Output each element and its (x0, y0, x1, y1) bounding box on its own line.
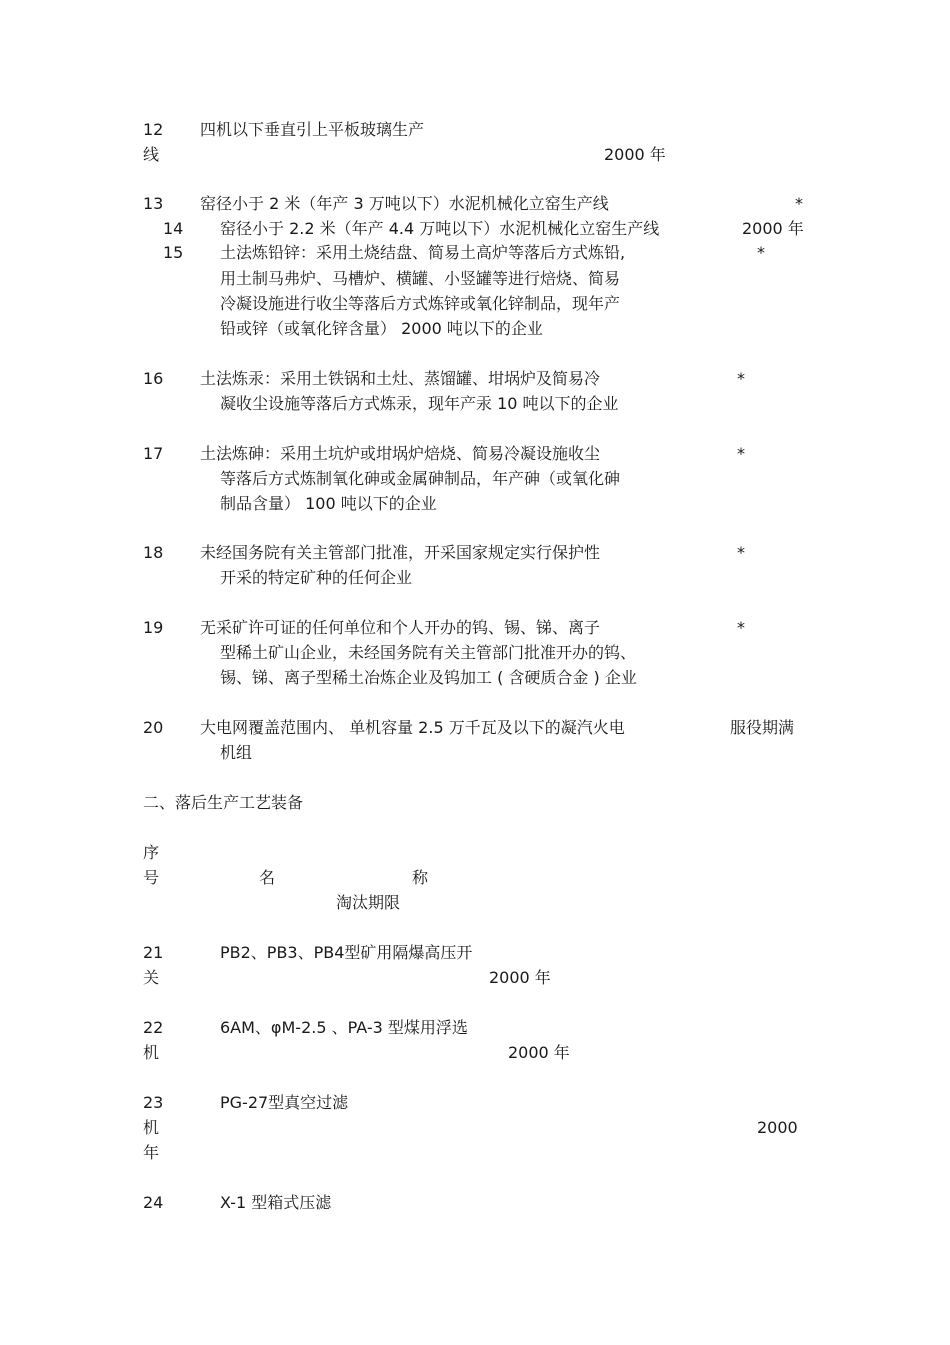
item-text: 土法炼铅锌：采用土烧结盘、简易土高炉等落后方式炼铅, (220, 243, 626, 262)
item-number: 24 (143, 1193, 164, 1212)
item-text: 无采矿许可证的任何单位和个人开办的钨、锡、锑、离子 (200, 618, 601, 637)
item-text: 机组 (220, 743, 253, 762)
item-text: 冷凝设施进行收尘等落后方式炼锌或氧化锌制品，现年产 (220, 294, 621, 313)
item-number: 22 (143, 1018, 164, 1037)
item-number: 16 (143, 369, 164, 388)
item-number: 13 (143, 194, 164, 213)
item-text: 开采的特定矿种的任何企业 (220, 568, 413, 587)
item-text: 未经国务院有关主管部门批准，开采国家规定实行保护性 (200, 543, 601, 562)
item-number: 12 (143, 120, 164, 139)
item-text: X-1 型箱式压滤 (220, 1193, 332, 1212)
item-number: 18 (143, 543, 164, 562)
item-text: 机 (143, 1043, 160, 1062)
item-text: 用土制马弗炉、马槽炉、横罐、小竖罐等进行焙烧、简易 (220, 269, 621, 288)
item-text: 年 (143, 1143, 160, 1162)
item-text: PB2、PB3、PB4型矿用隔爆高压开 (220, 943, 473, 962)
item-text: 线 (143, 145, 160, 164)
header-deadline: 淘汰期限 (336, 893, 401, 912)
item-deadline: * (757, 243, 765, 262)
item-deadline: 2000 (757, 1118, 798, 1137)
item-deadline: 2000 年 (742, 219, 804, 238)
item-text: PG-27型真空过滤 (220, 1093, 349, 1112)
item-deadline: * (795, 194, 803, 213)
item-deadline: 2000 年 (604, 145, 666, 164)
header-seq: 号 (143, 868, 160, 887)
item-text: 制品含量） 100 吨以下的企业 (220, 494, 437, 513)
item-text: 关 (143, 968, 160, 987)
item-number: 20 (143, 718, 164, 737)
item-text: 窑径小于 2 米（年产 3 万吨以下）水泥机械化立窑生产线 (200, 194, 609, 213)
item-number: 15 (163, 243, 184, 262)
item-number: 23 (143, 1093, 164, 1112)
item-deadline: * (737, 444, 745, 463)
item-text: 窑径小于 2.2 米（年产 4.4 万吨以下）水泥机械化立窑生产线 (220, 219, 660, 238)
item-deadline: * (737, 369, 745, 388)
header-seq: 序 (143, 843, 160, 862)
header-name: 名 (259, 868, 276, 887)
item-deadline: 2000 年 (489, 968, 551, 987)
item-text: 大电网覆盖范围内、 单机容量 2.5 万千瓦及以下的凝汽火电 (200, 718, 625, 737)
item-number: 21 (143, 943, 164, 962)
item-text: 凝收尘设施等落后方式炼汞，现年产汞 10 吨以下的企业 (220, 394, 619, 413)
item-number: 14 (163, 219, 184, 238)
item-text: 土法炼砷：采用土坑炉或坩埚炉焙烧、简易冷凝设施收尘 (200, 444, 601, 463)
item-deadline: 2000 年 (508, 1043, 570, 1062)
item-text: 四机以下垂直引上平板玻璃生产 (200, 120, 425, 139)
section-title: 二、落后生产工艺装备 (143, 793, 304, 812)
item-text: 机 (143, 1118, 160, 1137)
header-name: 称 (412, 868, 429, 887)
item-deadline: * (737, 618, 745, 637)
item-text: 6AM、φM-2.5 、PA-3 型煤用浮选 (220, 1018, 468, 1037)
item-number: 17 (143, 444, 164, 463)
item-deadline: 服役期满 (730, 718, 795, 737)
item-deadline: * (737, 543, 745, 562)
item-number: 19 (143, 618, 164, 637)
item-text: 锡、锑、离子型稀土冶炼企业及钨加工 ( 含硬质合金 ) 企业 (220, 668, 637, 687)
item-text: 型稀土矿山企业，未经国务院有关主管部门批准开办的钨、 (220, 643, 637, 662)
item-text: 等落后方式炼制氧化砷或金属砷制品，年产砷（或氧化砷 (220, 469, 621, 488)
item-text: 土法炼汞：采用土铁锅和土灶、蒸馏罐、坩埚炉及简易冷 (200, 369, 601, 388)
item-text: 铅或锌（或氧化锌含量） 2000 吨以下的企业 (220, 319, 543, 338)
